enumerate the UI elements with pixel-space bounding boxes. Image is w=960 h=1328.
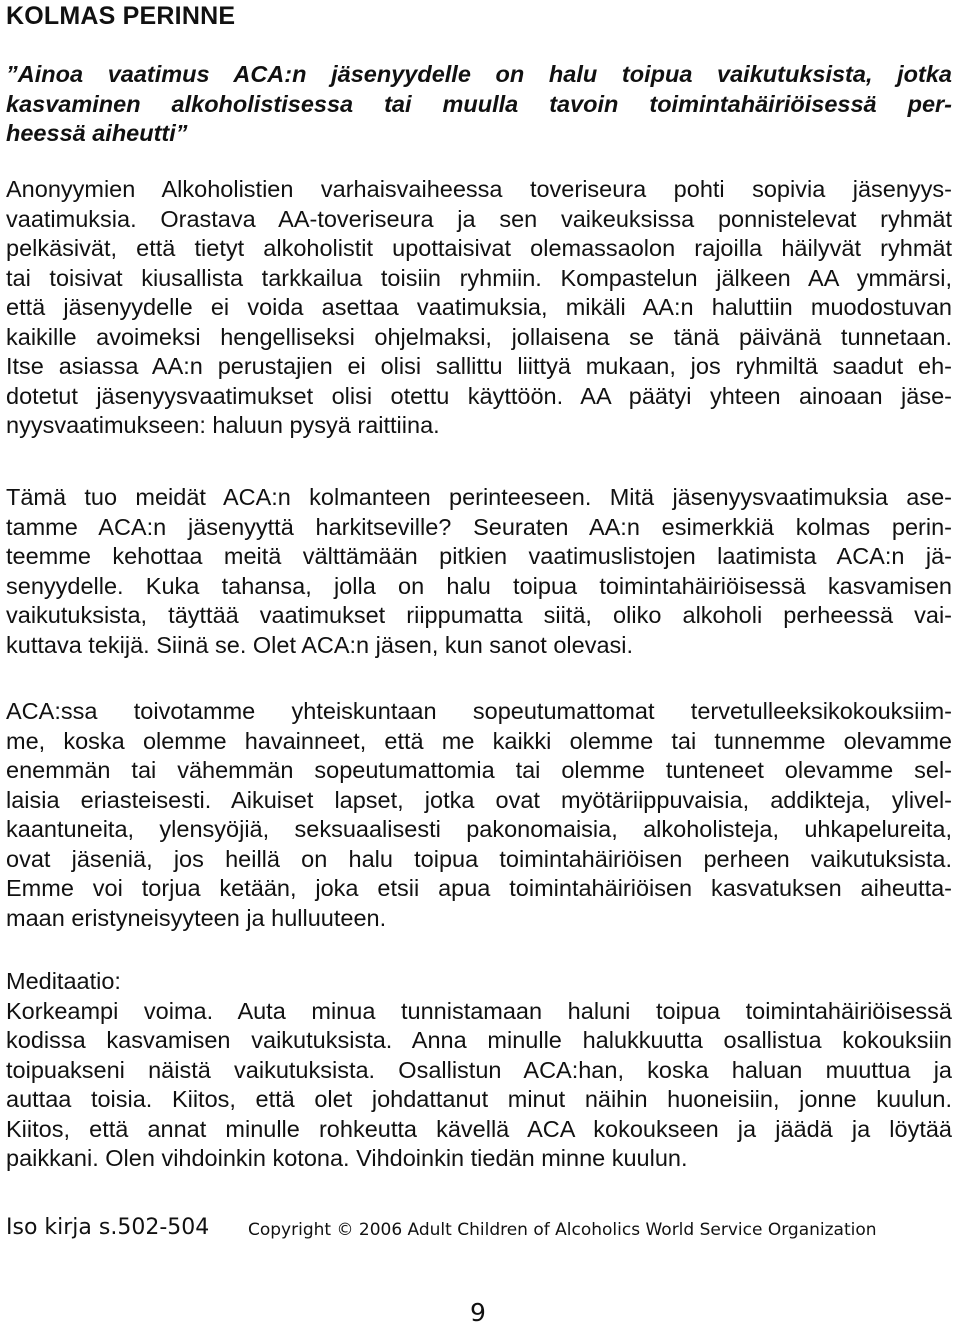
paragraph-line: kaikille avoimeksi hengelliseksi ohjelmaksi, jollaisena se tänä päivänä tunnetaan.: [6, 323, 952, 350]
paragraph-line: enemmän tai vähemmän sopeutumattomia tai olemme tunteneet olevamme sel-: [6, 757, 952, 783]
section-heading: KOLMAS PERINNE: [6, 2, 236, 30]
paragraph-line: kaantuneita, ylensyöjiä, seksuaalisesti pakonomaisia, alkoholisteja, uhkapelureita,: [6, 816, 952, 842]
meditation-line: toipuakseni näistä vaikutuksista. Osallistun ACA:han, koska haluan muuttua ja: [6, 1056, 952, 1083]
paragraph-line: laisia eriasteisesti. Aikuiset lapset, jotka ovat myötäriippuvaisia, addikteja, ylivel-: [6, 786, 952, 813]
paragraph-line: tamme ACA:n jäsenyyttä harkitseville? Seuraten AA:n esimerkkiä kolmas perin-: [6, 513, 952, 540]
paragraph-line: ovat jäseniä, jos heillä on halu toipua toimintahäiriöisen perheen vaikutuksista.: [6, 845, 952, 872]
quote-line: heessä aiheutti”: [6, 120, 188, 146]
meditation-section: [6, 967, 952, 1174]
paragraph-line: kuttava tekijä. Siinä se. Olet ACA:n jäsen, kun sanot olevasi.: [6, 631, 634, 658]
meditation-line: kodissa kasvamisen vaikutuksista. Anna minulle halukkuutta osallistua kokouksiin: [6, 1027, 952, 1053]
meditation-label: Meditaatio:: [6, 968, 121, 994]
paragraph-line: Emme voi torjua ketään, joka etsii apua toimintahäiriöisen kasvatuksen aiheutta-: [6, 875, 952, 901]
paragraph-line: dotetut jäsenyysvaatimukset olisi otettu käyttöön. AA päätyi yhteen ainoaan jäse-: [6, 382, 952, 409]
quote-line: kasvaminen alkoholistisessa tai muulla tavoin toimintahäiriöisessä per-: [6, 90, 952, 117]
meditation-line: Kiitos, että annat minulle rohkeutta kävellä ACA kokoukseen ja jäädä ja löytää: [6, 1115, 952, 1142]
page-number: 9: [470, 1298, 486, 1327]
copyright-notice: Copyright © 2006 Adult Children of Alcoholics World Service Organization: [248, 1220, 877, 1240]
paragraph-third-tradition: [6, 483, 952, 660]
paragraph-history: [6, 175, 952, 441]
paragraph-line: nyysvaatimukseen: haluun pysyä raittiina.: [6, 412, 440, 438]
tradition-quote: [6, 60, 952, 149]
paragraph-line: ACA:ssa toivotamme yhteiskuntaan sopeutumattomat tervetulleeksikokouksiim-: [6, 698, 952, 724]
meditation-line: auttaa toisia. Kiitos, että olet johdattanut minut näihin huoneisiin, jonne kuulun.: [6, 1086, 952, 1112]
paragraph-line: pelkäsivät, että tietyt alkoholistit upottaisivat olemassaolon rajoilla häilyvät ryhmät: [6, 235, 952, 261]
paragraph-line: että jäsenyydelle ei voida asettaa vaatimuksia, mikäli AA:n haluttiin muodostuvan: [6, 294, 952, 320]
source-reference: Iso kirja s.502-504: [6, 1215, 210, 1240]
quote-line: ”Ainoa vaatimus ACA:n jäsenyydelle on halu toipua vaikutuksista, jotka: [6, 61, 952, 87]
paragraph-line: Itse asiassa AA:n perustajien ei olisi sallittu liittyä mukaan, jos ryhmiltä saadut eh-: [6, 353, 952, 379]
paragraph-line: tai toisivat kiusallista tarkkailua toisiin ryhmiin. Kompastelun jälkeen AA ymmärsi,: [6, 264, 952, 291]
paragraph-line: Tämä tuo meidät ACA:n kolmanteen perinteeseen. Mitä jäsenyysvaatimuksia ase-: [6, 484, 952, 510]
paragraph-line: teemme kehottaa meitä välttämään pitkien vaatimuslistojen laatimista ACA:n jä-: [6, 543, 952, 569]
paragraph-line: maan eristyneisyyteen ja hulluuteen.: [6, 904, 387, 931]
paragraph-line: Anonyymien Alkoholistien varhaisvaiheessa toveriseura pohti sopivia jäsenyys-: [6, 176, 952, 202]
meditation-line: paikkani. Olen vihdoinkin kotona. Vihdoinkin tiedän minne kuulun.: [6, 1145, 688, 1171]
meditation-line: Korkeampi voima. Auta minua tunnistamaan haluni toipua toimintahäiriöisessä: [6, 997, 952, 1024]
paragraph-line: vaikutuksista, täyttää vaatimukset riippumatta siitä, oliko alkoholi perheessä vai-: [6, 602, 952, 628]
paragraph-welcome: [6, 697, 952, 933]
paragraph-line: me, koska olemme havainneet, että me kaikki olemme tai tunnemme olevamme: [6, 727, 952, 754]
paragraph-line: senyydelle. Kuka tahansa, jolla on halu toipua toimintahäiriöisessä kasvamisen: [6, 572, 952, 599]
paragraph-line: vaatimuksia. Orastava AA-toveriseura ja sen vaikeuksissa ponnistelevat ryhmät: [6, 205, 952, 232]
